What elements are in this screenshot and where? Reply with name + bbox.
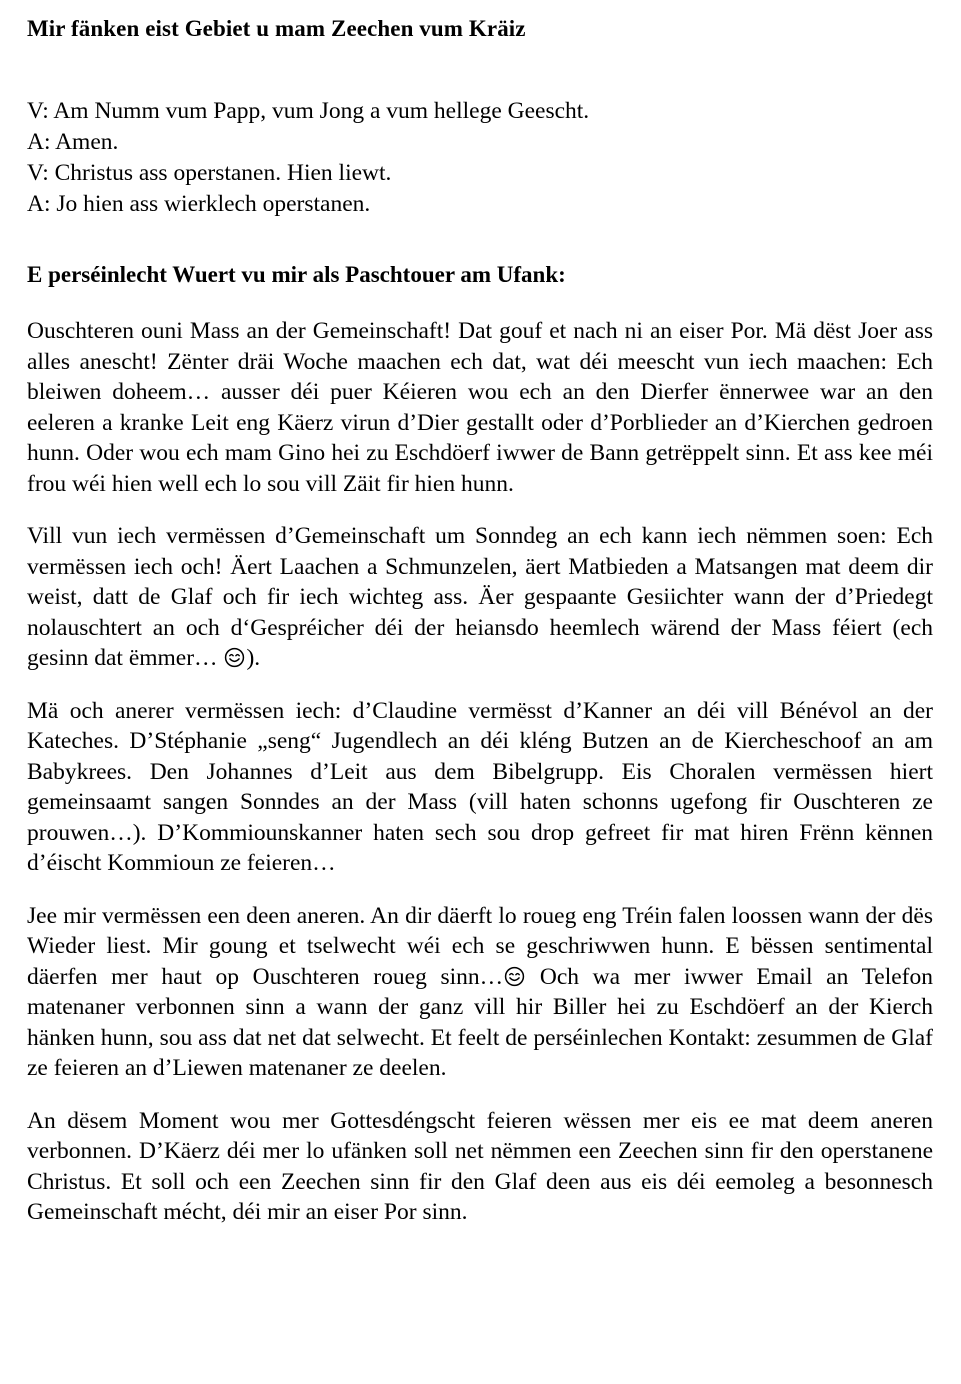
body-paragraph-2: [27, 521, 933, 674]
versicle-response-block: [27, 96, 933, 220]
dialogue-line: A: Amen.: [27, 129, 119, 155]
body-paragraph-4: [27, 901, 933, 1084]
paragraph-text-before-smiley: Vill vun iech vermëssen d’Gemeinschaft um Sonndeg an ech kann iech nëmmen soen: Ech vermëssen iech och! Äert Laachen a Schmunzelen, äert Matbieden a Matsangen mat deem dir weist, datt de Glaf och fir iech wichteg ass. Äer gespaante Gesiichter wann der d’Priedegt nolauschtert an och d‘Gespréicher déi der heiansdo heemlech wärend der Mass féiert (ech gesinn dat ëmmer…: [27, 523, 933, 671]
body-paragraph-5: An dësem Moment wou mer Gottesdéngscht feieren wëssen mer eis ee mat deem aneren verbonnen. D’Käerz déi mer lo ufänken soll net nëmmen een Zeechen sinn fir den operstanene Christus. Et soll och een Zeechen sinn fir den Glaf deen aus eis déi eemoleg a besonnesch Gemeinschaft mécht, déi mir an eiser Por sinn.: [27, 1107, 933, 1225]
dialogue-spacer: [27, 220, 933, 260]
section-heading: E perséinlecht Wuert vu mir als Paschtouer am Ufank:: [27, 262, 566, 287]
dialogue-line: A: Jo hien ass wierklech operstanen.: [27, 191, 371, 217]
title-spacer: [27, 44, 933, 96]
body-paragraph-1: Ouschteren ouni Mass an der Gemeinschaft! Dat gouf et nach ni an eiser Por. Mä dëst Joer ass alles anescht! Zënter dräi Woche maachen ech dat, wat déi meescht vun iech maachen: Ech bleiwen doheem… ausser déi puer Kéieren wou ech an den Dierfer ënnerwee war an den eeleren a kranke Leit eng Käerz virun d’Dier gestallt oder d’Porblieder an d’Kierchen gedroen hunn. Oder wou ech mam Gino hei zu Eschdöerf iwwer de Bann getrëppelt sinn. Et ass kee méi frou wéi hien well ech lo sou vill Zäit fir hien hunn.: [27, 318, 933, 497]
paragraph-text-after-smiley: ).: [246, 645, 261, 671]
page-title: Mir fänken eist Gebiet u mam Zeechen vum Kräiz: [27, 16, 526, 41]
smiling-face-icon: [504, 966, 525, 987]
paragraph-text-before-smiley: Jee mir vermëssen een deen aneren. An dir däerft lo roueg eng Tréin falen loossen wann der dës Wieder liest. Mir goung et tselwecht wéi ech se geschriwwen hunn. E bëssen sentimental däerfen mer haut op Ouschteren roueg sinn…: [27, 902, 933, 990]
body-paragraph-3: Mä och anerer vermëssen iech: d’Claudine vermësst d’Kanner an déi vill Bénévol an der Kateches. D’Stéphanie „seng“ Jugendlech an déi kléng Butzen an de Kiercheschoof an am Babykrees. Den Johannes d’Leit aus dem Bibelgrupp. Eis Choralen vermëssen hiert gemeinsaamt sangen Sonndes an der Mass (vill haten schonns ugefong fir Ouschteren ze prouwen…). D’Kommiounskanner haten sech sou drop gefreet fir mat hiren Frënn kënnen d’éischt Kommioun ze feieren…: [27, 697, 933, 876]
heading-spacer: [27, 290, 933, 316]
dialogue-line: V: Am Numm vum Papp, vum Jong a vum hellege Geescht.: [27, 98, 590, 124]
smiling-face-icon: [224, 647, 245, 668]
paragraph-text-after-smiley: Och wa mer iwwer Email an Telefon matenaner verbonnen sinn a wann der ganz vill hir Biller hei zu Eschdöerf an der Kierch hänken hunn, sou ass dat net dat selwecht. Et feelt de perséinlechen Kontakt: zesummen de Glaf ze feieren an d’Liewen matenaner ze deelen.: [27, 963, 933, 1081]
dialogue-line: V: Christus ass operstanen. Hien liewt.: [27, 160, 392, 186]
